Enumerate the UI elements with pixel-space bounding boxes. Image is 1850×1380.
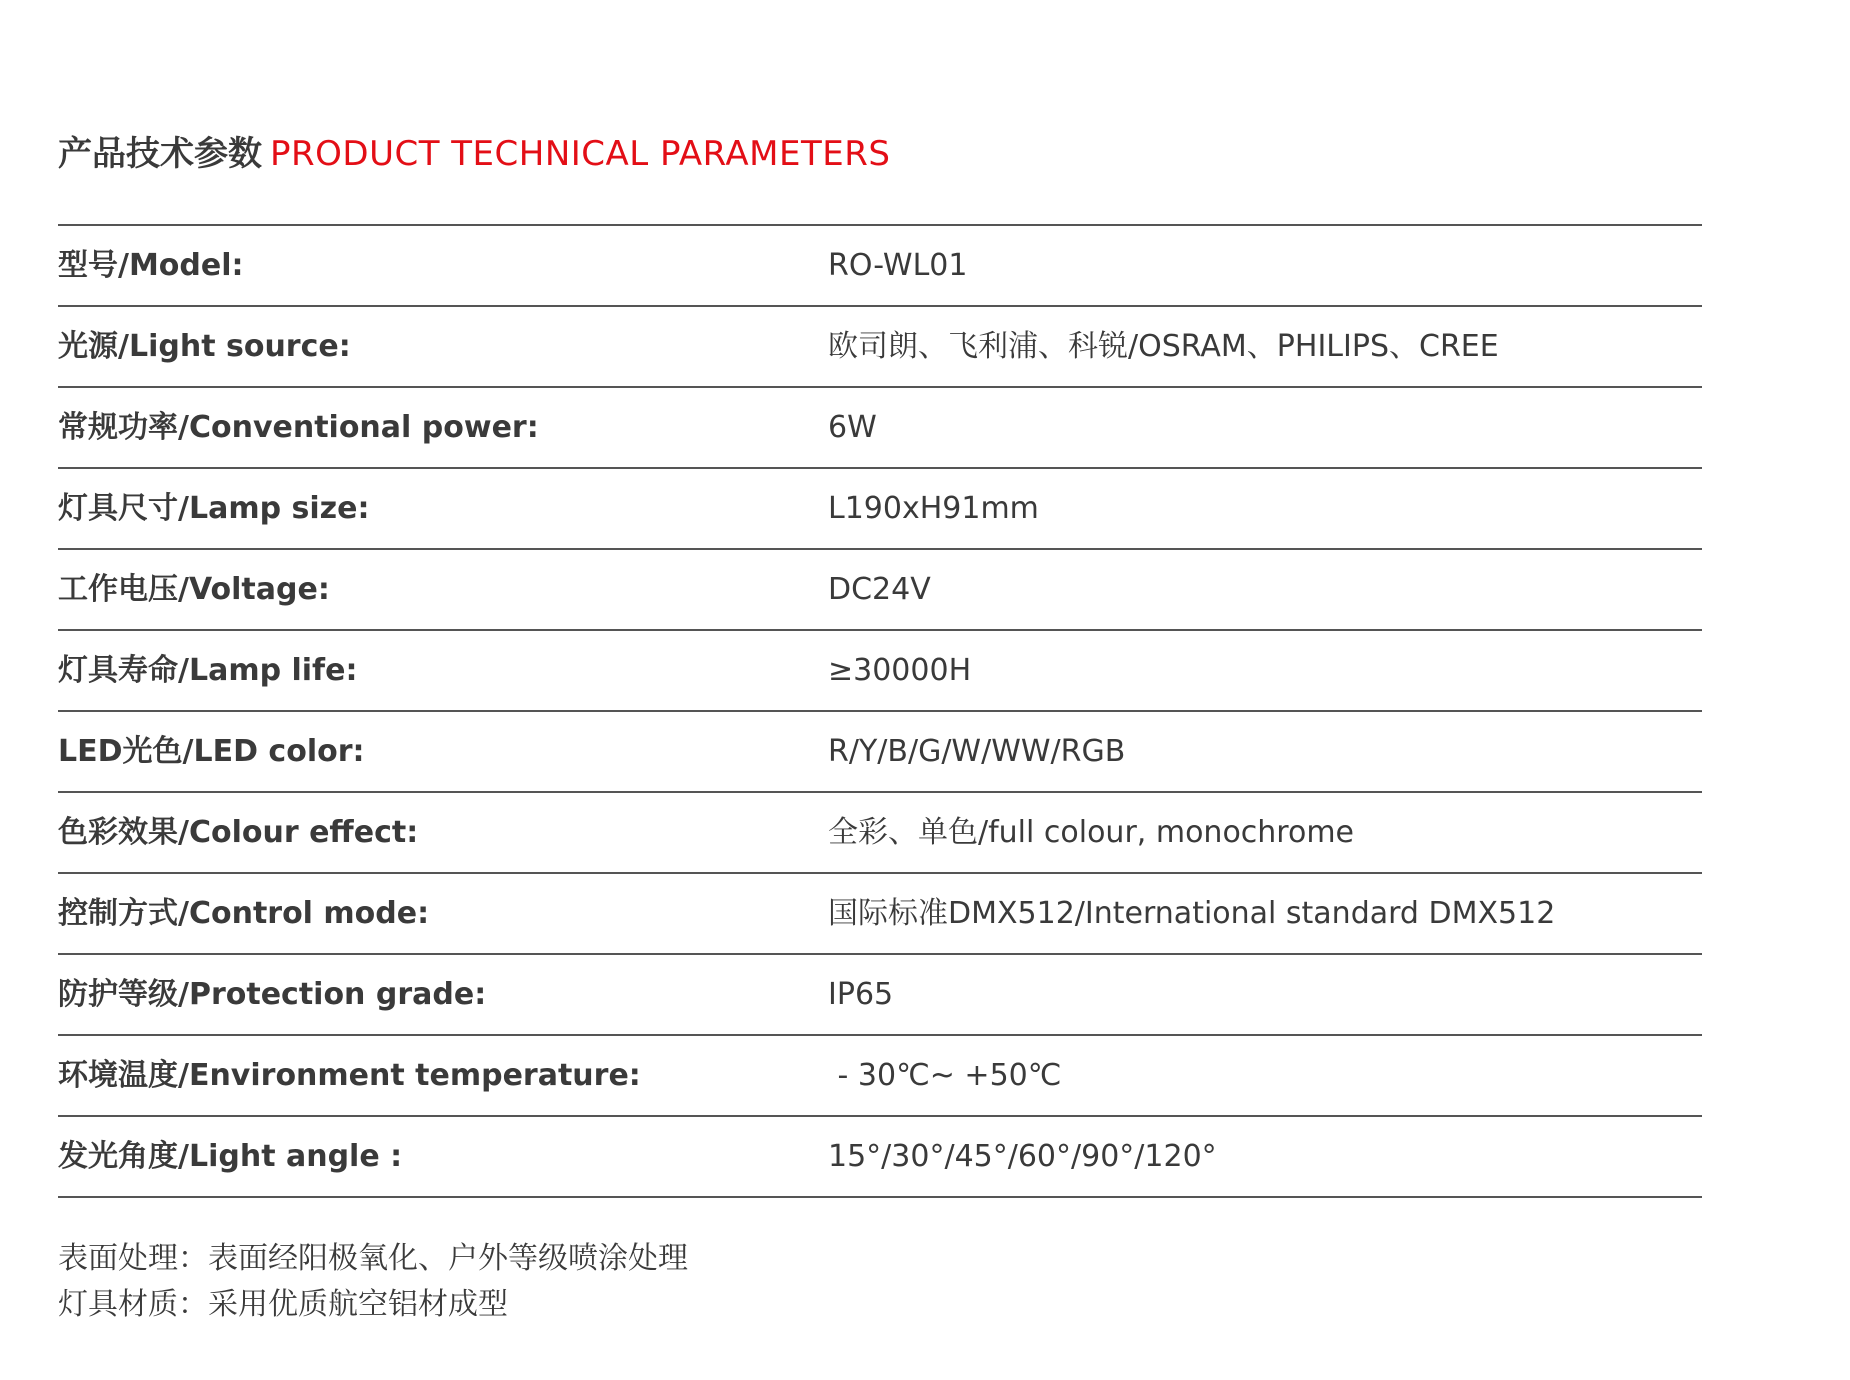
- spec-row-light-source: [58, 307, 1702, 388]
- spec-row-model: [58, 226, 1702, 307]
- note-surface-treatment: 表面处理：表面经阳极氧化、户外等级喷涂处理: [58, 1241, 688, 1276]
- spec-row-light-angle: [58, 1117, 1702, 1198]
- title-cn: 产品技术参数: [58, 134, 262, 174]
- spec-value: RO-WL01: [828, 248, 968, 283]
- spec-value: 全彩、单色/full colour, monochrome: [828, 815, 1355, 850]
- spec-label: 防护等级/Protection grade:: [58, 977, 487, 1012]
- spec-value: 6W: [828, 410, 877, 445]
- spec-label: 控制方式/Control mode:: [58, 896, 430, 931]
- spec-table: [58, 224, 1702, 1198]
- spec-row-colour-effect: [58, 793, 1702, 874]
- spec-label: 色彩效果/Colour effect:: [58, 815, 419, 850]
- spec-row-lamp-size: [58, 469, 1702, 550]
- spec-value: IP65: [828, 977, 894, 1012]
- spec-label: 环境温度/Environment temperature:: [58, 1058, 641, 1093]
- spec-label: 灯具寿命/Lamp life:: [58, 653, 358, 688]
- spec-value: 15°/30°/45°/60°/90°/120°: [828, 1139, 1217, 1174]
- spec-label: LED光色/LED color:: [58, 734, 365, 769]
- spec-row-protection-grade: [58, 955, 1702, 1036]
- spec-value: 欧司朗、飞利浦、科锐/OSRAM、PHILIPS、CREE: [828, 329, 1499, 364]
- spec-row-lamp-life: [58, 631, 1702, 712]
- spec-label: 发光角度/Light angle :: [58, 1139, 403, 1174]
- spec-label: 常规功率/Conventional power:: [58, 410, 539, 445]
- spec-value: R/Y/B/G/W/WW/RGB: [828, 734, 1126, 769]
- spec-value: - 30℃~ +50℃: [828, 1058, 1062, 1093]
- spec-label: 光源/Light source:: [58, 329, 351, 364]
- title-en: PRODUCT TECHNICAL PARAMETERS: [270, 134, 891, 174]
- spec-row-voltage: [58, 550, 1702, 631]
- note-lamp-material: 灯具材质：采用优质航空铝材成型: [58, 1287, 508, 1322]
- spec-row-power: [58, 388, 1702, 469]
- spec-row-led-color: [58, 712, 1702, 793]
- spec-row-temperature: [58, 1036, 1702, 1117]
- spec-value: DC24V: [828, 572, 931, 607]
- page-title: [58, 132, 890, 176]
- notes: [58, 1236, 688, 1328]
- spec-label: 工作电压/Voltage:: [58, 572, 330, 607]
- spec-label: 型号/Model:: [58, 248, 244, 283]
- spec-label: 灯具尺寸/Lamp size:: [58, 491, 370, 526]
- spec-row-control-mode: [58, 874, 1702, 955]
- spec-value: L190xH91mm: [828, 491, 1039, 526]
- spec-value: 国际标准DMX512/International standard DMX512: [828, 896, 1556, 931]
- spec-value: ≥30000H: [828, 653, 972, 688]
